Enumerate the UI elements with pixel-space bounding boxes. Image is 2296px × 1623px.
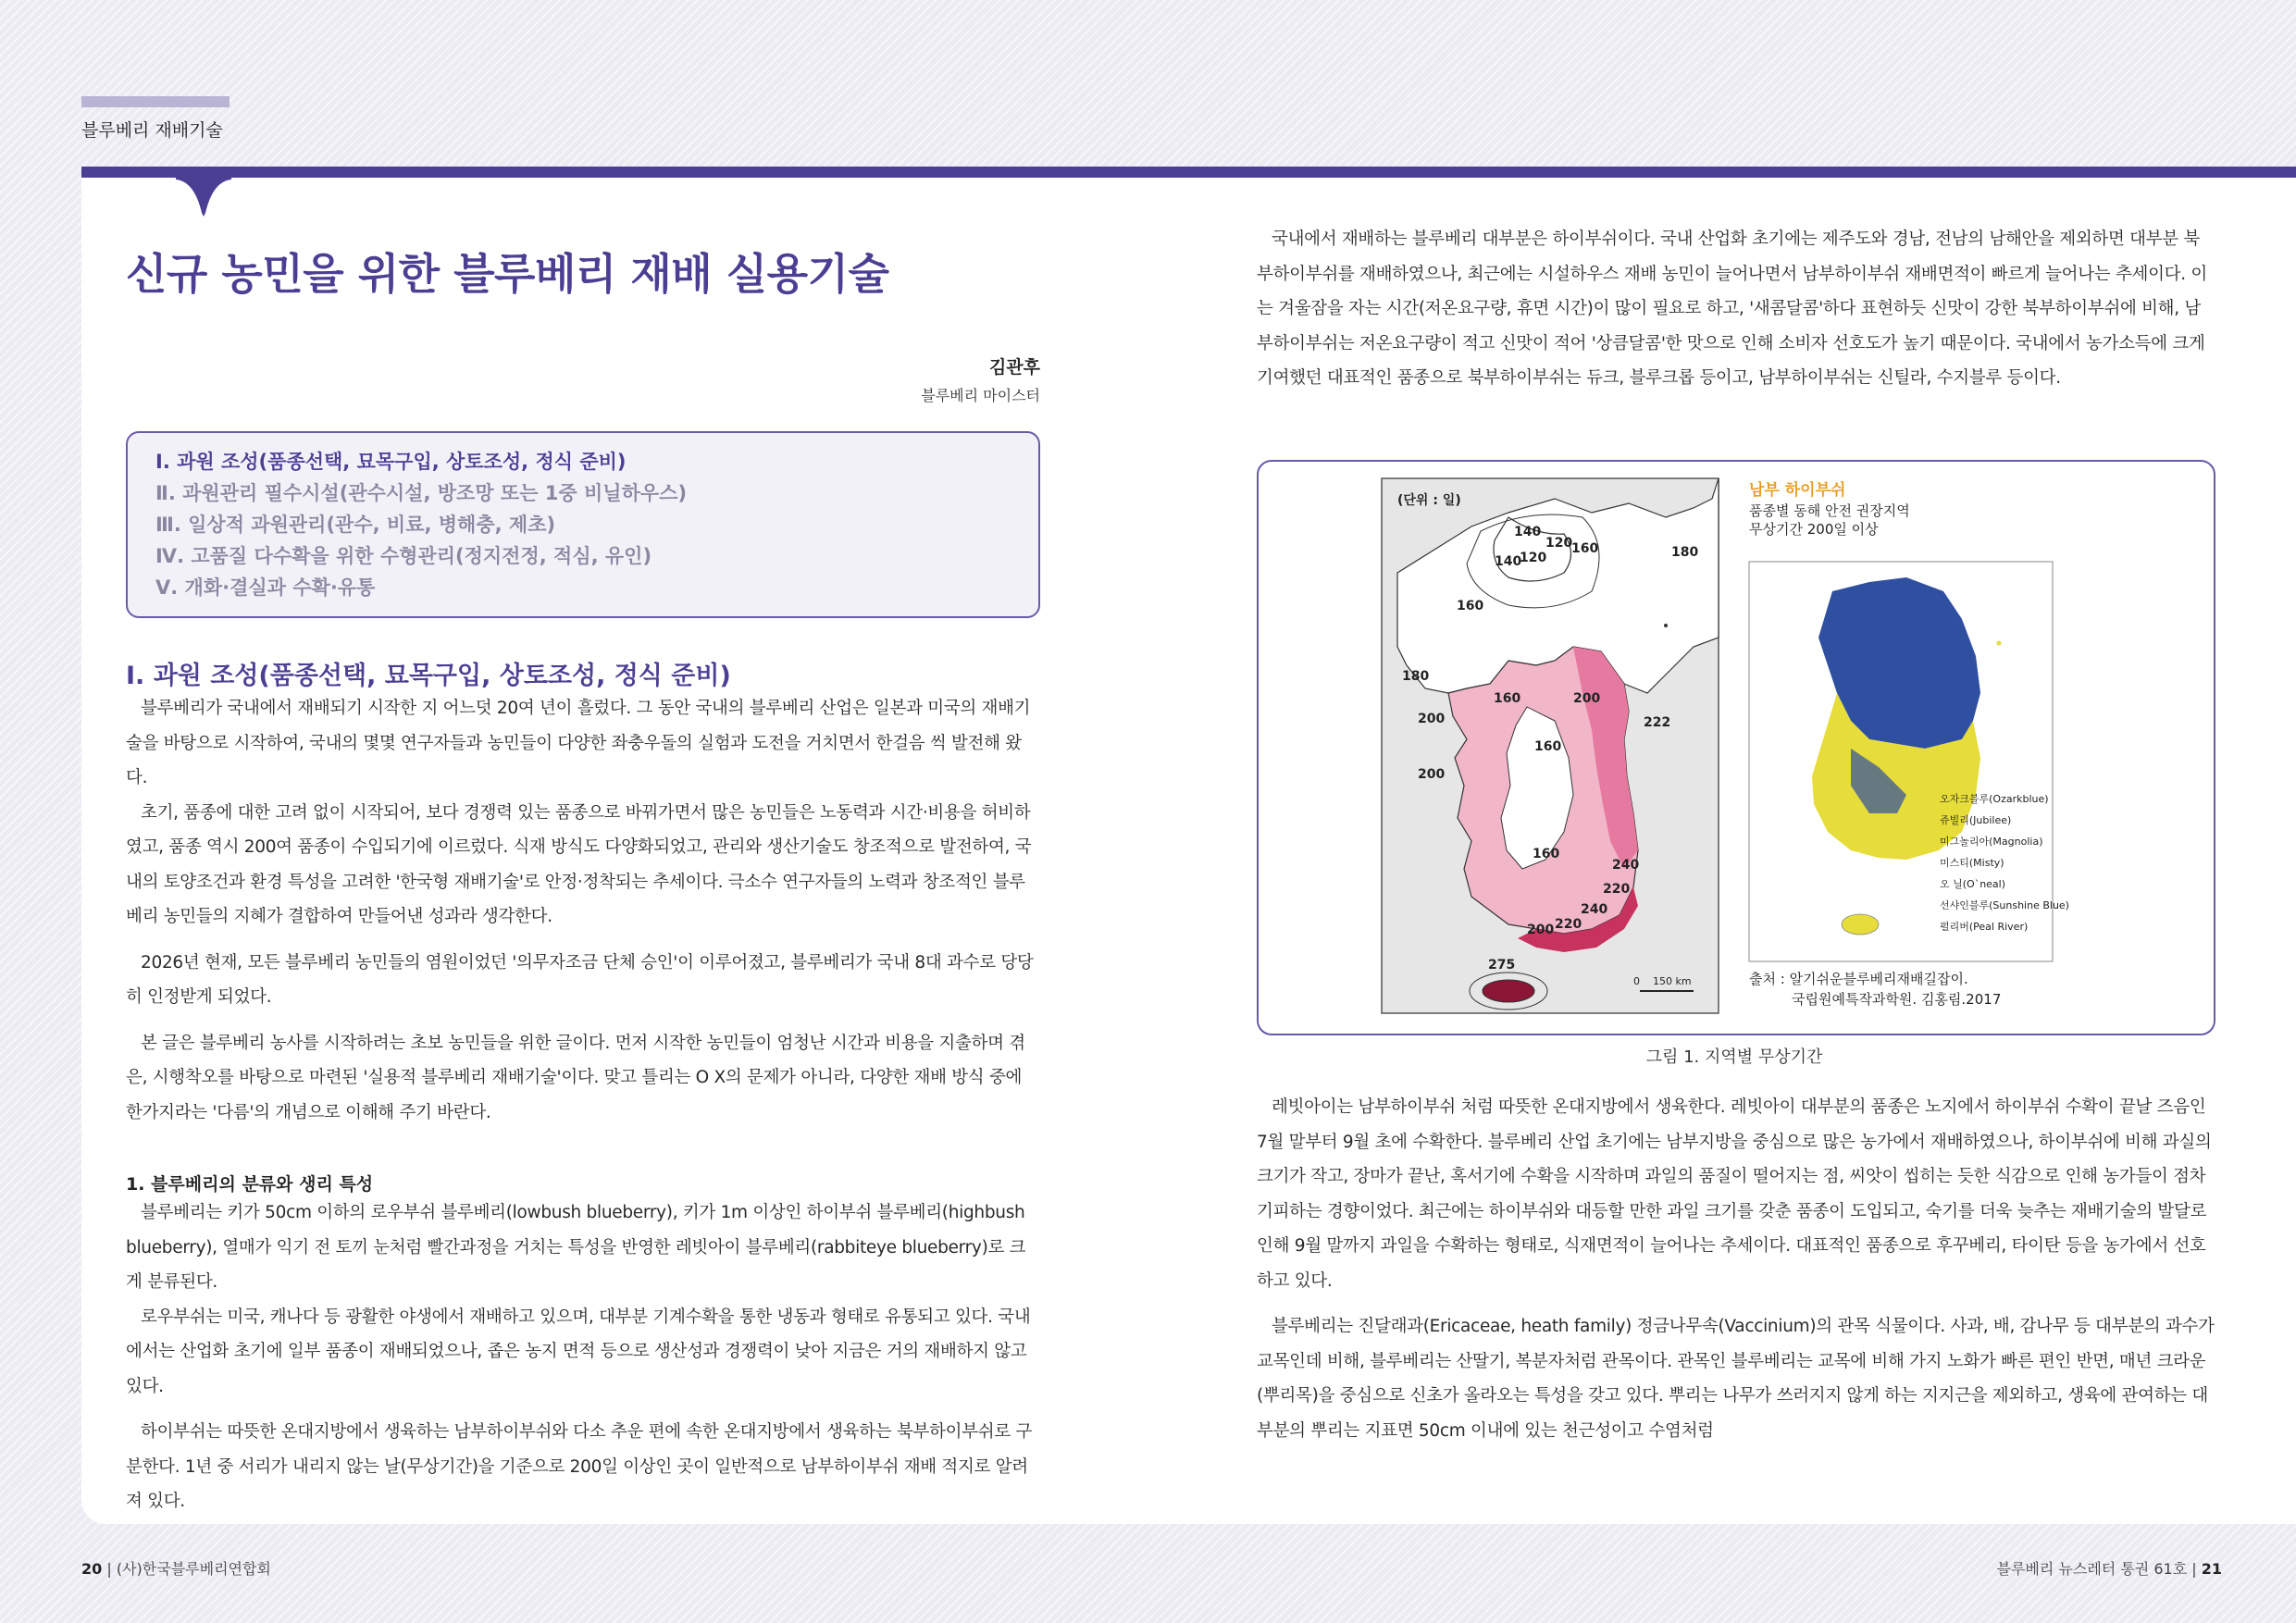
footer-publisher: (사)한국블루베리연합회 xyxy=(116,1560,271,1578)
author-name: 김관후 xyxy=(988,357,1040,378)
footer-left xyxy=(81,1557,271,1579)
contour-label: 180 xyxy=(1402,669,1430,684)
contour-label: 140 xyxy=(1514,525,1542,539)
contour-label: 180 xyxy=(1671,545,1699,560)
legend-item: 선샤인블루(Sunshine Blue) xyxy=(1940,899,2069,911)
paragraph: 국내에서 재배하는 블루베리 대부분은 하이부쉬이다. 국내 산업화 초기에는 제주도와 경남, 전남의 남해안을 제외하면 대부분 북부하이부쉬를 재배하였으나, 최근에는 시설하우스 재배 농민이 늘어나면서 남부하이부쉬 재배면적이 빠르게 늘어나는 추세이다. 이는 겨울잠을 자는 시간(저온요구량, 휴면 시간)이 많이 필요로 하고, '새콤달콤'하다 표현하듯 신맛이 강한 북부하이부쉬에 비해, 남부하이부쉬는 저온요구량이 적고 신맛이 적어 '상큼달콤'한 맛으로 인해 소비자 선호도가 높기 때문이다. 국내에서 농가소득에 크게 기여했던 대표적인 품종으로 북부하이부쉬는 듀크, 블루크롭 등이고, 남부하이부쉬는 신틸라, 수지블루 등이다. xyxy=(1257,229,2207,388)
contour-label: 275 xyxy=(1488,958,1516,973)
toc-item-3: Ⅲ. 일상적 과원관리(관수, 비료, 병해충, 제초) xyxy=(155,514,556,536)
author-affiliation: 블루베리 마이스터 xyxy=(921,387,1040,404)
paragraph: 블루베리는 진달래과(Ericaceae, heath family) 정금나무속(Vaccinium)의 관목 식물이다. 사과, 배, 감나무 등 대부분의 과수가 교목인데 비해, 블루베리는 산딸기, 복분자처럼 관목이다. 관목인 블루베리는 교목에 비해 가지 노화가 빠른 편인 반면, 매년 크라운(뿌리목)을 중심으로 신초가 올라오는 특성을 갖고 있다. 뿌리는 나무가 쓰러지지 않게 하는 지지근을 제외하고, 생육에 관여하는 대부분의 뿌리는 지표면 50cm 이내에 있는 천근성이고 수염처럼 xyxy=(1257,1317,2215,1441)
paragraph: 블루베리가 국내에서 재배되기 시작한 지 어느덧 20여 년이 흘렀다. 그 동안 국내의 블루베리 산업은 일본과 미국의 재배기술을 바탕으로 시작하여, 국내의 몇몇 연구자들과 농민들이 다양한 좌충우돌의 실험과 도전을 거치면서 한걸음 씩 발전해 왔다. xyxy=(126,699,1031,787)
header-bar xyxy=(81,167,2296,178)
page-title: 신규 농민을 위한 블루베리 재배 실용기술 xyxy=(126,249,889,299)
contour-label: 220 xyxy=(1603,882,1631,897)
footer-right xyxy=(1997,1557,2222,1579)
inset-jeju xyxy=(1842,914,1879,935)
paragraph: 본 글은 블루베리 농사를 시작하려는 초보 농민들을 위한 글이다. 먼저 시작한 농민들이 엄청난 시간과 비용을 지출하며 겪은, 시행착오를 바탕으로 마련된 '실용적 블루베리 재배기술'이다. 맞고 틀리는 O X의 문제가 아니라, 다양한 재배 방식 중에 한가지라는 '다름'의 개념으로 이해해 주기 바란다. xyxy=(126,1033,1025,1122)
legend-item: 미스티(Misty) xyxy=(1940,857,2004,869)
paragraph: 초기, 품종에 대한 고려 없이 시작되어, 보다 경쟁력 있는 품종으로 바꿔가면서 많은 농민들은 노동력과 시간·비용을 허비하였고, 품종 역시 200여 품종이 수입되기에 이르렀다. 식재 방식도 다양화되었고, 관리와 생산기술도 창조적으로 발전하여, 국내의 토양조건과 환경 특성을 고려한 '한국형 재배기술'로 안정·정착되는 추세이다. 극소수 연구자들의 노력과 창조적인 블루베리 농민들의 지혜가 결합하여 만들어낸 성과라 생각한다. xyxy=(126,802,1032,926)
legend-item: 펄리버(Peal River) xyxy=(1940,921,2029,933)
paragraph: 블루베리는 키가 50cm 이하의 로우부쉬 블루베리(lowbush blueberry), 키가 1m 이상인 하이부쉬 블루베리(highbush blueberry), 열매가 익기 전 토끼 눈처럼 빨간과정을 거치는 특성을 반영한 레빗아이 블루베리(rabbiteye blueberry)로 크게 분류된다. xyxy=(126,1203,1026,1292)
footer-sep: | xyxy=(106,1560,117,1578)
contour-label: 220 xyxy=(1555,917,1582,932)
legend-item: 오 닐(O`neal) xyxy=(1940,878,2006,890)
paragraph: 2026년 현재, 모든 블루베리 농민들의 염원이었던 '의무자조금 단체 승인'이 이루어졌고, 블루베리가 국내 8대 과수로 당당히 인정받게 되었다. xyxy=(126,952,1034,1007)
scale-zero: 0 xyxy=(1633,975,1640,987)
contour-label: 200 xyxy=(1573,691,1601,706)
contour-label: 120 xyxy=(1520,551,1547,565)
toc-item-5: Ⅴ. 개화·결실과 수확·유통 xyxy=(155,576,376,599)
unit-label: (단위 : 일) xyxy=(1397,493,1461,508)
header-notch xyxy=(176,176,231,217)
footer-sep: | xyxy=(2191,1560,2202,1578)
scale-label: 150 km xyxy=(1653,975,1692,987)
contour-label: 240 xyxy=(1581,902,1608,917)
table-of-contents xyxy=(126,431,1040,618)
figure-source-2: 국립원예특작과학원. 김홍림.2017 xyxy=(1792,991,2002,1008)
subsection-heading: 1. 블루베리의 분류와 생리 특성 xyxy=(126,1174,374,1195)
contour-label: 200 xyxy=(1418,767,1446,782)
header-label: 블루베리 재배기술 xyxy=(81,120,223,141)
figure-source-1: 출처 : 알기쉬운블루베리재배길잡이. xyxy=(1749,971,1968,987)
page-number-left: 20 xyxy=(81,1560,103,1578)
contour-label: 200 xyxy=(1418,712,1446,726)
contour-label: 240 xyxy=(1612,858,1640,873)
inset-desc2: 무상기간 200일 이상 xyxy=(1749,521,1879,538)
contour-label: 160 xyxy=(1533,847,1560,861)
toc-item-2: Ⅱ. 과원관리 필수시설(관수시설, 방조망 또는 1중 비닐하우스) xyxy=(155,482,688,504)
contour-label: 160 xyxy=(1534,739,1562,754)
right-column-top xyxy=(1257,222,2215,396)
contour-label: 120 xyxy=(1545,536,1573,551)
inset-ulleung xyxy=(1997,641,2002,646)
header-tab-accent xyxy=(81,96,230,107)
legend-item: 쥬빌리(Jubilee) xyxy=(1940,814,2012,826)
legend-item: 미그놀리아(Magnolia) xyxy=(1940,836,2043,848)
figure-frost-free-period xyxy=(1257,460,2215,1035)
contour-label: 160 xyxy=(1457,599,1484,613)
toc-item-1: Ⅰ. 과원 조성(품종선택, 묘목구입, 상토조성, 정식 준비) xyxy=(155,451,627,473)
contour-label: 200 xyxy=(1527,923,1555,937)
figure-caption: 그림 1. 지역별 무상기간 xyxy=(1645,1047,1823,1067)
figure-maps xyxy=(1259,462,2214,1034)
ulleung-dot xyxy=(1664,624,1668,627)
paragraph: 로우부쉬는 미국, 캐나다 등 광활한 야생에서 재배하고 있으며, 대부분 기계수확을 통한 냉동과 형태로 유통되고 있다. 국내에서는 산업화 초기에 일부 품종이 재배되었으나, 좁은 농지 면적 등으로 생산성과 경쟁력이 낮아 지금은 거의 재배하지 않고 있다. xyxy=(126,1307,1031,1396)
section-heading: Ⅰ. 과원 조성(품종선택, 묘목구입, 상토조성, 정식 준비) xyxy=(126,662,731,690)
contour-label: 140 xyxy=(1495,554,1522,569)
paragraph: 레빗아이는 남부하이부쉬 처럼 따뜻한 온대지방에서 생육한다. 레빗아이 대부분의 품종은 노지에서 하이부쉬 수확이 끝날 즈음인 7월 말부터 9월 초에 수확한다. 블루베리 산업 초기에는 남부지방을 중심으로 많은 농가에서 재배하였으나, 하이부쉬에 비해 과실의 크기가 작고, 장마가 끝난, 혹서기에 수확을 시작하며 과일의 품질이 떨어지는 점, 씨앗이 씹히는 듯한 식감으로 인해 농가들이 점차 기피하는 경향이었다. 최근에는 하이부쉬와 대등할 만한 과일 크기를 갖춘 품종이 도입되고, 숙기를 더욱 늦추는 재배기술의 발달로 인해 9월 말까지 과일을 수확하는 형태로, 식재면적이 늘어나는 추세이다. 대표적인 품종으로 후꾸베리, 타이탄 등을 농가에서 선호하고 있다. xyxy=(1257,1097,2212,1291)
page-number-right: 21 xyxy=(2201,1560,2222,1578)
right-column-bottom xyxy=(1257,1090,2215,1448)
jeju-island xyxy=(1483,980,1534,1002)
inset-desc1: 품종별 동해 안전 권장지역 xyxy=(1749,502,1910,519)
toc-item-4: Ⅳ. 고품질 다수확을 위한 수형관리(정지전정, 적심, 유인) xyxy=(155,545,652,567)
legend-item: 오자크블루(Ozarkblue) xyxy=(1940,793,2049,805)
contour-label: 222 xyxy=(1644,715,1671,730)
left-column xyxy=(126,222,1040,1519)
contour-label: 160 xyxy=(1494,691,1521,706)
contour-label: 160 xyxy=(1571,541,1599,556)
inset-title: 남부 하이부쉬 xyxy=(1749,481,1846,500)
paragraph: 하이부쉬는 따뜻한 온대지방에서 생육하는 남부하이부쉬와 다소 추운 편에 속한 온대지방에서 생육하는 북부하이부쉬로 구분한다. 1년 중 서리가 내리지 않는 날(무상기간)을 기준으로 200일 이상인 곳이 일반적으로 남부하이부쉬 재배 적지로 알려져 있다. xyxy=(126,1422,1033,1511)
footer-issue: 블루베리 뉴스레터 통권 61호 xyxy=(1996,1560,2188,1578)
